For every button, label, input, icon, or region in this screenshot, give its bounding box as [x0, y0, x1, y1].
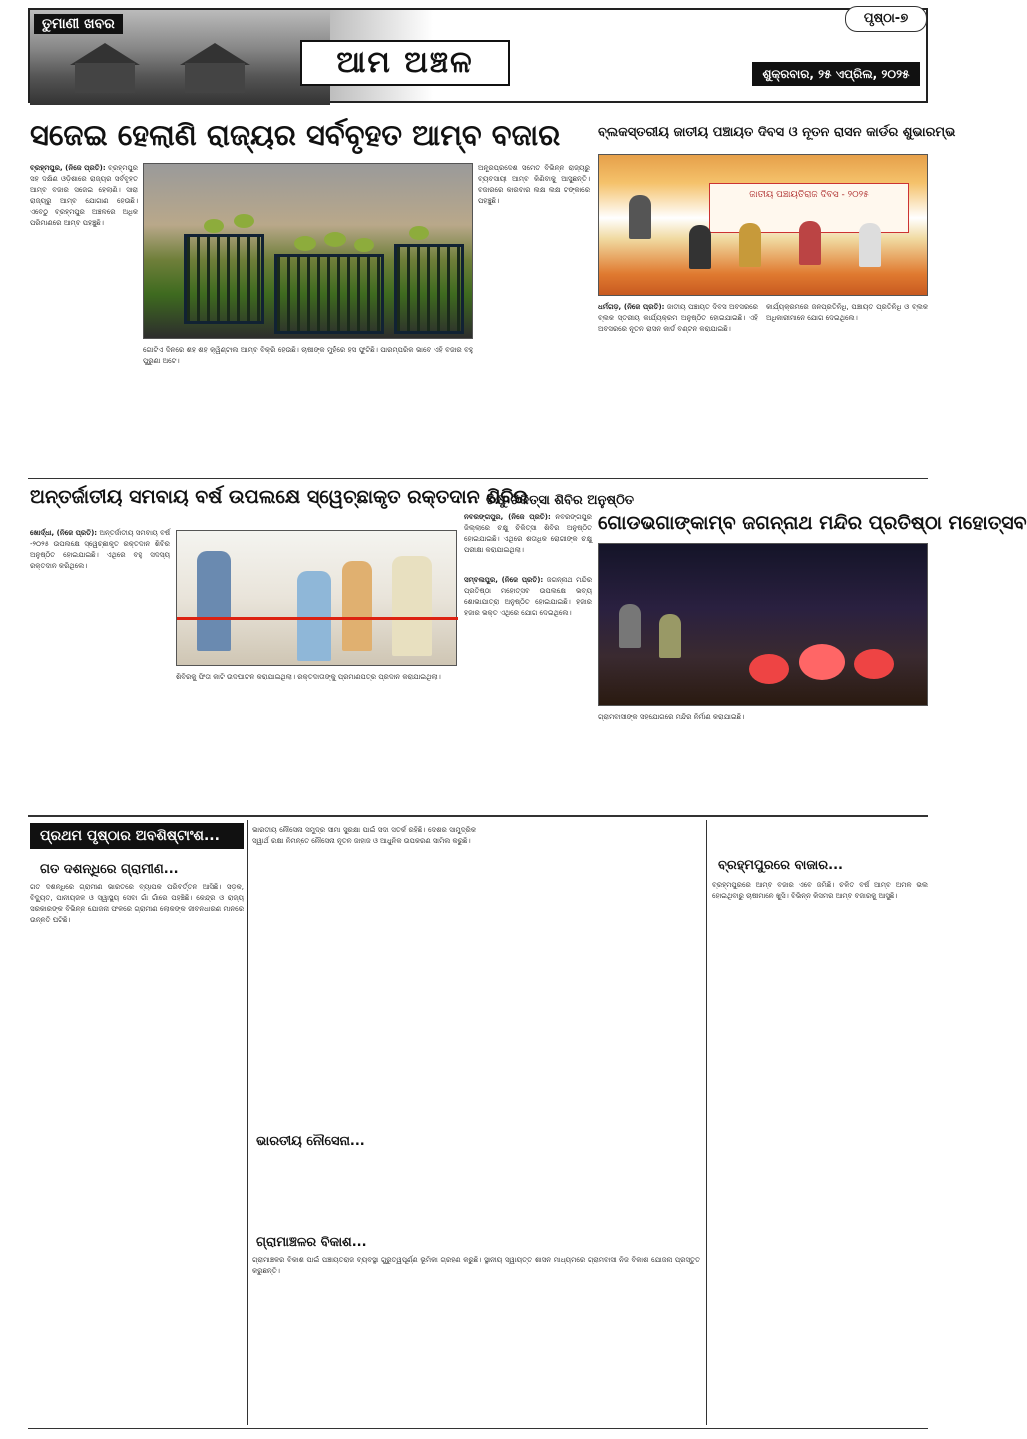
subhead-village-development: ଗ୍ରାମାଞ୍ଚଳର ବିକାଶ... [256, 1235, 367, 1250]
temple-headline: ଗୋଡଭଗାଙ୍କାମ୍ବ ଜଗନ୍ନାଥ ମନ୍ଦିର ପ୍ରତିଷ୍ଠା ମହୋତ୍ସବ [598, 512, 1027, 534]
mango-body-1: ବ୍ରହ୍ମପୁର ସହ ଦକ୍ଷିଣ ଓଡ଼ିଶାରେ ରାଜ୍ୟର ସର୍ବବୃହତ ଆମ୍ବ ବଜାର ସଜେଇ ହେଲାଣି। ସାରା ରାଜ୍ୟରୁ ଆମ୍ବ ଯୋଗାଣ ହେଉଛି। ଏବେଠୁ ବ୍ରହ୍ମପୁର ଅଞ୍ଚଳରେ ଅଧିକ ପରିମାଣରେ ଆମ୍ବ ପହଞ୍ଚୁଛି। [30, 164, 138, 227]
panchayat-body-1: ଜାତୀୟ ପଞ୍ଚାୟତ ଦିବସ ଅବସରରେ ବ୍ଲକ ସ୍ତରୀୟ କାର୍ଯ୍ୟକ୍ରମ ଅନୁଷ୍ଠିତ ହୋଇଯାଇଛି। ଏହି ଅବସରରେ ନୂତନ ରାସନ କାର୍ଡ ବଣ୍ଟନ କରାଯାଇଛି। [598, 303, 758, 333]
paper-name: ତୁମାଣୀ ଖବର [34, 14, 123, 34]
page-number: ପୃଷ୍ଠା-୭ [845, 6, 927, 32]
issue-date: ଶୁକ୍ରବାର, ୨୫ ଏପ୍ରିଲ, ୨୦୨୫ [752, 62, 920, 86]
continuation-text-2: ଭାରତୀୟ ନୌସେନା ସମୁଦ୍ର ସୀମା ସୁରକ୍ଷା ପାଇଁ ସଦା ସତର୍କ ରହିଛି। ଦେଶର ସାମୁଦ୍ରିକ ସ୍ୱାର୍ଥ ରକ୍ଷା ନିମନ୍ତେ ନୌସେନା ନୂତନ ଜାହାଜ ଓ ଆଧୁନିକ ଉପକରଣ ସାମିଲ କରୁଛି। [252, 826, 476, 845]
continuation-column-4 [712, 880, 928, 1420]
blood-camp-column-2 [176, 672, 457, 812]
section-divider [28, 478, 928, 479]
temple-body-1: ଜଗନ୍ନାଥ ମନ୍ଦିର ପ୍ରତିଷ୍ଠା ମହୋତ୍ସବ ଉପଲକ୍ଷେ ଭବ୍ୟ ଶୋଭାଯାତ୍ରା ଅନୁଷ୍ଠିତ ହୋଇଯାଇଛି। ହଜାର ହଜାର ଭକ୍ତ ଏଥିରେ ଯୋଗ ଦେଇଥିଲେ। [464, 576, 593, 617]
blood-camp-dateline: ଖୋର୍ଦ୍ଧା, (ନିଜେ ପ୍ରତି): [30, 529, 98, 537]
bottom-rule [28, 1428, 928, 1429]
blood-camp-headline: ଅନ୍ତର୍ଜାତୀୟ ସମବାୟ ବର୍ଷ ଉପଲକ୍ଷେ ସ୍ୱେଚ୍ଛାକୃତ ରକ୍ତଦାନ ଶିବିର [30, 486, 528, 508]
eye-camp-headline: ଚକ୍ଷୁ ଚିକିତ୍ସା ଶିବିର ଅନୁଷ୍ଠିତ [486, 493, 635, 508]
continuation-text-1: ଗତ ଦଶନ୍ଧିରେ ଗ୍ରାମୀଣ ଭାରତରେ ବ୍ୟାପକ ପରିବର୍ତ୍ତନ ଆସିଛି। ସଡ଼କ, ବିଦ୍ୟୁତ, ପାନୀୟଜଳ ଓ ସ୍ୱାସ୍ଥ୍ୟ ସେବା ଗାଁ ଗାଁରେ ପହଞ୍ଚିଛି। କେନ୍ଦ୍ର ଓ ରାଜ୍ୟ ସରକାରଙ୍କ ବିଭିନ୍ନ ଯୋଜନା ଫଳରେ ଗ୍ରାମୀଣ ଲୋକଙ୍କ ଜୀବନଧାରଣ ମାନରେ ଉନ୍ନତି ଘଟିଛି। [30, 883, 244, 924]
temple-procession-photo [598, 543, 928, 706]
temple-dateline: ସମ୍ବଲପୁର, (ନିଜେ ପ୍ରତି): [464, 576, 544, 584]
ribbon-cutting-photo [176, 530, 457, 666]
eye-camp-body-1: ନବରଙ୍ଗପୁର ଜିଲ୍ଲାରେ ଚକ୍ଷୁ ଚିକିତ୍ସା ଶିବିର ଅନୁଷ୍ଠିତ ହୋଇଯାଇଛି। ଏଥିରେ ଶତାଧିକ ରୋଗୀଙ୍କ ଚକ୍ଷୁ ପରୀକ୍ଷା କରାଯାଇଥିଲା। [464, 513, 592, 554]
mango-crates-photo [143, 163, 473, 339]
column-rule-1 [247, 820, 248, 1425]
lower-section-divider [28, 815, 928, 817]
panchayat-day-headline: ବ୍ଲକସ୍ତରୀୟ ଜାତୀୟ ପଞ୍ଚାୟତ ଦିବସ ଓ ନୂତନ ରାସନ କାର୍ଡର ଶୁଭାରମ୍ଭ [598, 125, 956, 140]
red-ribbon [177, 617, 458, 620]
continuation-text-4: ବ୍ରହ୍ମପୁରରେ ଆମ୍ବ ବଜାର ଏବେ ଜମିଛି। ଚଳିତ ବର୍ଷ ଆମ୍ବ ଅମଳ ଭଲ ହୋଇଥିବାରୁ ଚାଷୀମାନେ ଖୁସି। ବିଭିନ୍ନ କିସମର ଆମ୍ବ ବଜାରକୁ ଆସୁଛି। [712, 881, 928, 900]
temple-column-2 [598, 712, 928, 812]
panchayat-body-2: କାର୍ଯ୍ୟକ୍ରମରେ ଜନପ୍ରତିନିଧି, ପଞ୍ଚାୟତ ପ୍ରତିନିଧି ଓ ବ୍ଲକ ଅଧିକାରୀମାନେ ଯୋଗ ଦେଇଥିଲେ। [766, 303, 928, 322]
panchayat-column-2 [766, 302, 928, 472]
mango-market-column-2 [478, 163, 590, 423]
blood-camp-body-1: ଅନ୍ତର୍ଜାତୀୟ ସମବାୟ ବର୍ଷ -୨୦୨୫ ଉପଲକ୍ଷେ ସ୍ୱେଚ୍ଛାକୃତ ରକ୍ତଦାନ ଶିବିର ଅନୁଷ୍ଠିତ ହୋଇଯାଇଛି। ଏଥିରେ ବହୁ ସଦସ୍ୟ ରକ୍ତଦାନ କରିଥିଲେ। [30, 529, 171, 570]
blood-camp-column-1 [30, 528, 170, 813]
panchayat-column-1 [598, 302, 758, 472]
continuation-text-3: ଗ୍ରାମାଞ୍ଚଳର ବିକାଶ ପାଇଁ ପଞ୍ଚାୟତରାଜ ବ୍ୟବସ୍ଥା ଗୁରୁତ୍ୱପୂର୍ଣ୍ଣ ଭୂମିକା ଗ୍ରହଣ କରୁଛି। ସ୍ଥାନୀୟ ସ୍ୱାୟତ୍ତ ଶାସନ ମାଧ୍ୟମରେ ଗ୍ରାମବାସୀ ନିଜ ବିକାଶ ଯୋଜନା ପ୍ରସ୍ତୁତ କରୁଛନ୍ତି। [252, 1256, 700, 1275]
eye-camp-dateline: ନବରଙ୍ଗପୁର, (ନିଜେ ପ୍ରତି): [464, 513, 551, 521]
mango-market-column-3 [143, 345, 473, 465]
temple-column-1 [464, 575, 592, 705]
mango-market-headline: ସଜେଇ ହେଲାଣି ରାଜ୍ୟର ସର୍ବବୃହତ ଆମ୍ବ ବଜାର [30, 118, 561, 152]
mango-body-3: ଗୋଟିଏ ଦିନରେ ଶହ ଶହ କ୍ୱିଣ୍ଟାଲ ଆମ୍ବ ବିକ୍ରି ହେଉଛି। ଚାଷୀଙ୍କ ମୁହଁରେ ହସ ଫୁଟିଛି। ପାରମ୍ପରିକ ଭାବେ ଏହି ବଜାର ବହୁ ପୁରୁଣା ଅଟେ। [143, 346, 473, 365]
blood-camp-body-2: ଶିବିରକୁ ଫିତା କାଟି ଉଦଘାଟନ କରାଯାଇଥିଲା। ରକ୍ତଦାତାଙ୍କୁ ପ୍ରମାଣପତ୍ର ପ୍ରଦାନ କରାଯାଇଥିଲା। [176, 673, 441, 681]
panchayat-day-photo [598, 154, 928, 296]
subhead-rural: ଗତ ଦଶନ୍ଧିରେ ଗ୍ରାମୀଣ... [40, 862, 179, 877]
mango-body-2: ଅନ୍ଧ୍ରପ୍ରଦେଶ ସମେତ ବିଭିନ୍ନ ରାଜ୍ୟରୁ ବ୍ୟବସାୟୀ ଆମ୍ବ କିଣିବାକୁ ଆସୁଛନ୍ତି। ବଜାରରେ କାରବାର ଲକ୍ଷ ଲକ୍ଷ ଟଙ୍କାରେ ପହଞ୍ଚୁଛି। [478, 164, 590, 205]
continuation-column-1 [30, 882, 244, 1422]
temple-body-2: ଗ୍ରାମବାସୀଙ୍କ ସହଯୋଗରେ ମନ୍ଦିର ନିର୍ମାଣ କରାଯାଇଛି। [598, 713, 745, 721]
event-banner: ଜାତୀୟ ପଞ୍ଚାୟତିରାଜ ଦିବସ - ୨୦୨୫ [709, 183, 909, 233]
section-title: ଆମ ଅଞ୍ଚଳ [300, 40, 510, 86]
continuation-column-2 [252, 825, 476, 1125]
subhead-berhampur-market: ବ୍ରହ୍ମପୁରରେ ବାଜାର... [718, 858, 843, 873]
continuation-column-3 [252, 1255, 700, 1420]
panchayat-dateline: ଧର୍ମଗଡ଼, (ନିଜେ ପ୍ରତି): [598, 303, 665, 311]
column-rule-2 [706, 820, 707, 1425]
subhead-navy: ଭାରତୀୟ ନୌସେନା... [256, 1134, 365, 1149]
continuation-box-title: ପ୍ରଥମ ପୃଷ୍ଠାର ଅବଶିଷ୍ଟାଂଶ... [30, 823, 244, 849]
mango-dateline: ବ୍ରହ୍ମପୁର, (ନିଜେ ପ୍ରତି): [30, 164, 106, 172]
mango-market-column-1 [30, 163, 138, 423]
